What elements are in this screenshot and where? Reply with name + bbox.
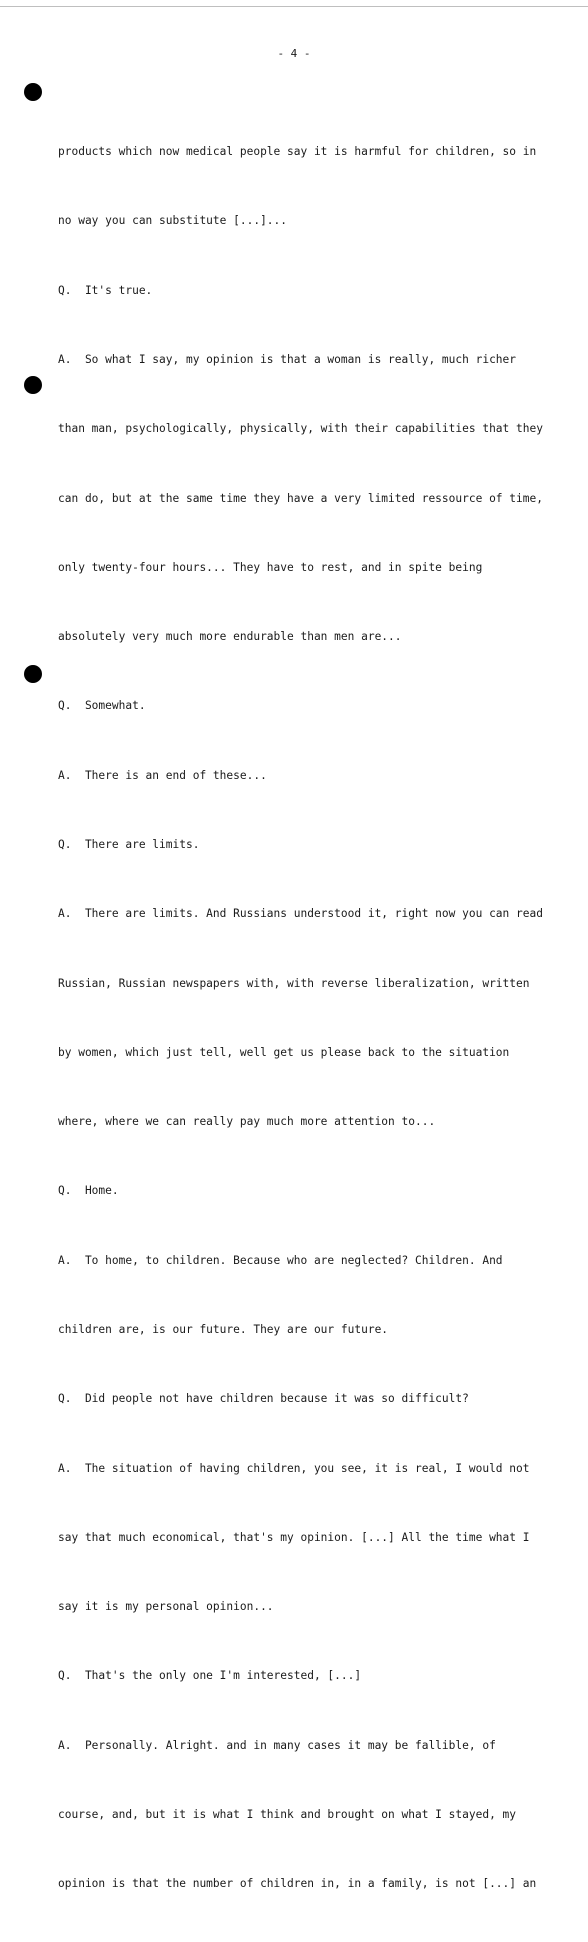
transcript-line: children are, is our future. They are our future.: [58, 1322, 389, 1336]
page-number: - 4 -: [277, 47, 311, 60]
transcript-line: Q. Home.: [58, 1184, 119, 1198]
transcript-line: opinion is that the number of children in, in a family, is not [...] an: [58, 1877, 537, 1891]
transcript-line: only twenty-four hours... They have to rest, and in spite being: [58, 560, 483, 574]
transcript-line: Q. Somewhat.: [58, 699, 146, 713]
transcript-line: course, and, but it is what I think and brought on what I stayed, my: [58, 1807, 517, 1821]
transcript-line: by women, which just tell, well get us please back to the situation: [58, 1045, 510, 1059]
transcript-line: Russian, Russian newspapers with, with reverse liberalization, written: [58, 976, 530, 990]
top-edge-rule: [0, 6, 588, 7]
transcript-line: no way you can substitute [...]...: [58, 214, 288, 228]
punch-hole-bottom: [24, 665, 42, 683]
transcript-line: say it is my personal opinion...: [58, 1600, 274, 1614]
transcript-line: A. The situation of having children, you see, it is real, I would not: [58, 1461, 530, 1475]
transcript-line: Q. That's the only one I'm interested, [...]: [58, 1669, 362, 1683]
transcript-line: absolutely very much more endurable than men are...: [58, 630, 402, 644]
transcript-body: [58, 94, 568, 1942]
transcript-line: A. Personally. Alright. and in many cases it may be fallible, of: [58, 1738, 496, 1752]
transcript-line: than man, psychologically, physically, with their capabilities that they: [58, 422, 543, 436]
transcript-line: A. To home, to children. Because who are neglected? Children. And: [58, 1253, 503, 1267]
transcript-line: Q. There are limits.: [58, 838, 200, 851]
transcript-line: A. There is an end of these...: [58, 768, 267, 782]
transcript-line: where, where we can really pay much more attention to...: [58, 1115, 436, 1129]
punch-hole-top: [24, 83, 42, 101]
punch-hole-middle: [24, 376, 42, 394]
transcript-line: say that much economical, that's my opinion. [...] All the time what I: [58, 1530, 530, 1544]
transcript-line: Q. It's true.: [58, 283, 153, 297]
transcript-line: A. So what I say, my opinion is that a woman is really, much richer: [58, 353, 517, 367]
transcript-line: Q. Did people not have children because it was so difficult?: [58, 1392, 469, 1406]
transcript-line: can do, but at the same time they have a very limited ressource of time,: [58, 491, 543, 505]
transcript-line: products which now medical people say it is harmful for children, so in: [58, 145, 537, 159]
transcript-line: A. There are limits. And Russians understood it, right now you can read: [58, 907, 543, 921]
